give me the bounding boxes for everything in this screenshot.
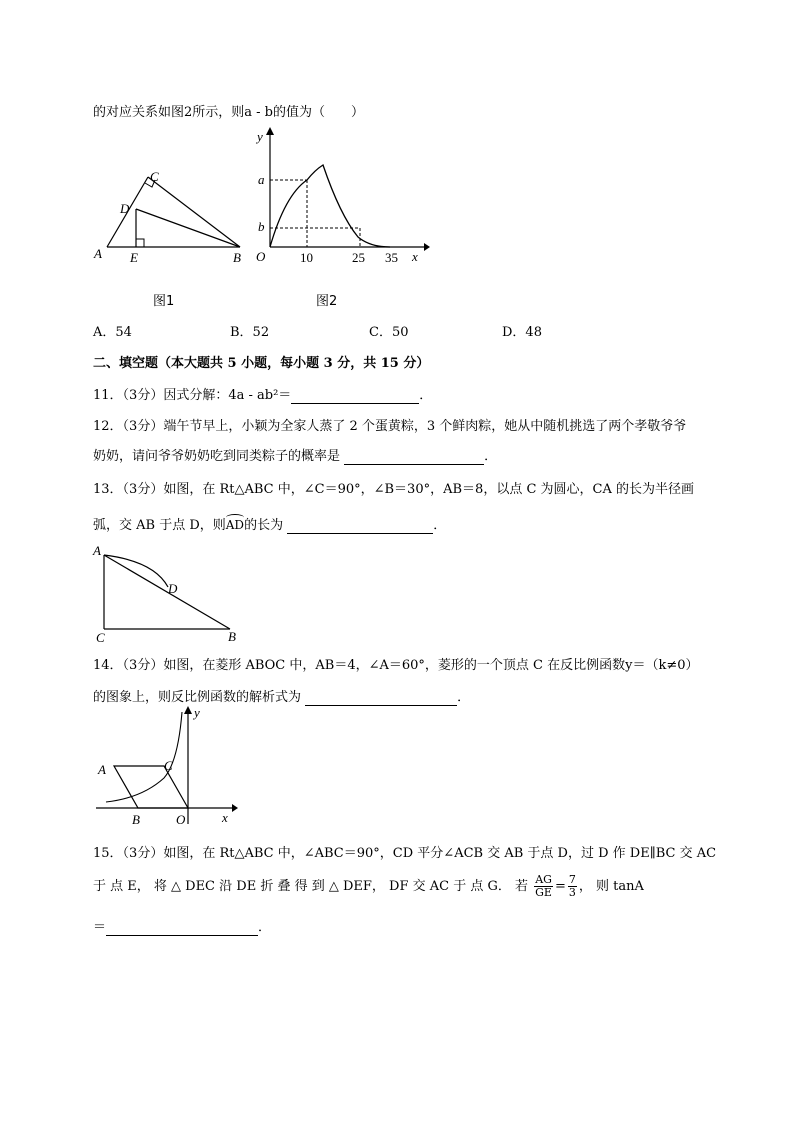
q14-end: ． [457,690,471,705]
fig1-label-d: D [120,201,130,216]
fig1-label-e: E [130,250,138,265]
q13-figure [90,541,250,643]
q14-label-y: y [194,705,200,720]
q13-line2 [93,514,446,534]
frac-denominator: GE [535,886,552,899]
option-c[interactable]: C．50 [369,325,409,340]
q15-line3 [93,916,271,936]
fig2-x-35: 35 [385,250,398,265]
q13-number: 13．（3分） [93,482,164,497]
q14-label-a: A [98,762,106,777]
q11 [93,384,432,404]
q13-line1 [93,478,694,497]
fig2-axis-x: x [412,249,418,264]
q15-text-2a: 于 点 E， 将 △ DEC 沿 DE 折 叠 得 到 △ DEF， DF 交 AC 于 点 G． 若 [93,879,528,894]
q13-label-b: B [228,629,236,643]
q15-fraction-7-3 [568,874,577,899]
q15-end: ． [258,920,272,935]
fig2-label-a: a [258,172,265,187]
q13-arc-label: AD [225,518,245,532]
fig2-origin: O [256,249,266,264]
q14-text-2: 的图象上，则反比例函数的解析式为 [93,690,302,705]
section-heading: 二、填空题（本大题共 5 小题，每小题 3 分，共 15 分） [93,356,430,371]
q14-text-1: 如图，在菱形 ABOC 中，AB＝4，∠A＝60°，菱形的一个顶点 C 在反比例函数y＝（k≠0） [163,658,699,673]
q14-answer-blank[interactable] [305,690,457,706]
q13-arc-ad [226,518,244,532]
q13-text-2b: 的长为 [244,518,284,533]
q13-text-2: 弧，交 AB 于点 D，则 [93,518,226,533]
fig2-x-25: 25 [352,250,365,265]
q14-label-o: O [176,812,186,827]
fig2-caption: 图2 [316,294,338,309]
frac-denominator: 3 [568,886,576,899]
q15-number: 15．（3分） [93,846,164,861]
q13-end: ． [433,518,447,533]
q12-number: 12．（3分） [93,419,164,434]
figure-1 [90,165,250,265]
q14-label-b: B [132,812,140,827]
option-b[interactable]: B．52 [230,325,270,340]
q15-answer-blank[interactable] [106,920,258,936]
q14-line1 [93,654,699,673]
q11-number: 11．（3分） [93,388,164,403]
q14-figure [92,702,242,828]
q13-label-d: D [168,581,178,596]
q13-text-1: 如图，在 Rt△ABC 中，∠C＝90°，∠B＝30°，AB＝8，以点 C 为圆心，CA 的长为半径画 [163,482,694,497]
question-intro: 的对应关系如图2所示，则a - b的值为（ ） [93,105,365,120]
fig2-x-10: 10 [300,250,313,265]
q14-number: 14．（3分） [93,658,164,673]
q13-label-a: A [93,543,101,558]
q12-answer-blank[interactable] [344,449,484,465]
q15-text-3: ＝ [93,920,107,935]
q11-end: ． [419,388,433,403]
figure-2 [250,125,430,265]
q15-eq: = [554,879,566,894]
arc-mark [226,514,244,521]
q14-label-x: x [222,810,228,825]
fig1-label-c: C [150,169,159,184]
frac-numerator: AG [535,873,552,886]
fig2-label-b: b [258,219,265,234]
fig1-label-a: A [94,246,102,261]
q11-text: 因式分解：4a - ab²＝ [163,388,292,403]
frac-numerator: 7 [568,873,576,886]
q13-answer-blank[interactable] [287,518,433,534]
q12-end: ． [484,449,498,464]
q15-line2 [93,870,644,904]
q15-line1 [93,842,716,861]
q14-label-c: C [164,758,173,773]
q12-text-1: 端午节早上，小颖为全家人蒸了 2 个蛋黄粽，3 个鲜肉粽，她从中随机挑选了两个孝敬爷爷 [163,419,687,434]
q12-text-2: 奶奶，请问爷爷奶奶吃到同类粽子的概率是 [93,449,341,464]
q11-answer-blank[interactable] [291,388,419,404]
q15-text-1: 如图，在 Rt△ABC 中，∠ABC＝90°，CD 平分∠ACB 交 AB 于点 D，过 D 作 DE∥BC 交 AC [163,846,717,861]
q15-fraction-ag-ge [534,874,553,899]
fig1-label-b: B [233,250,241,265]
q12-line1 [93,415,686,434]
option-a[interactable]: A．54 [93,325,132,340]
fig1-caption: 图1 [153,294,175,309]
q12-line2 [93,445,497,465]
fig2-axis-y: y [257,129,263,144]
option-d[interactable]: D．48 [502,325,542,340]
q13-label-c: C [96,630,105,643]
q15-text-2b: ， 则 tanA [578,879,644,894]
